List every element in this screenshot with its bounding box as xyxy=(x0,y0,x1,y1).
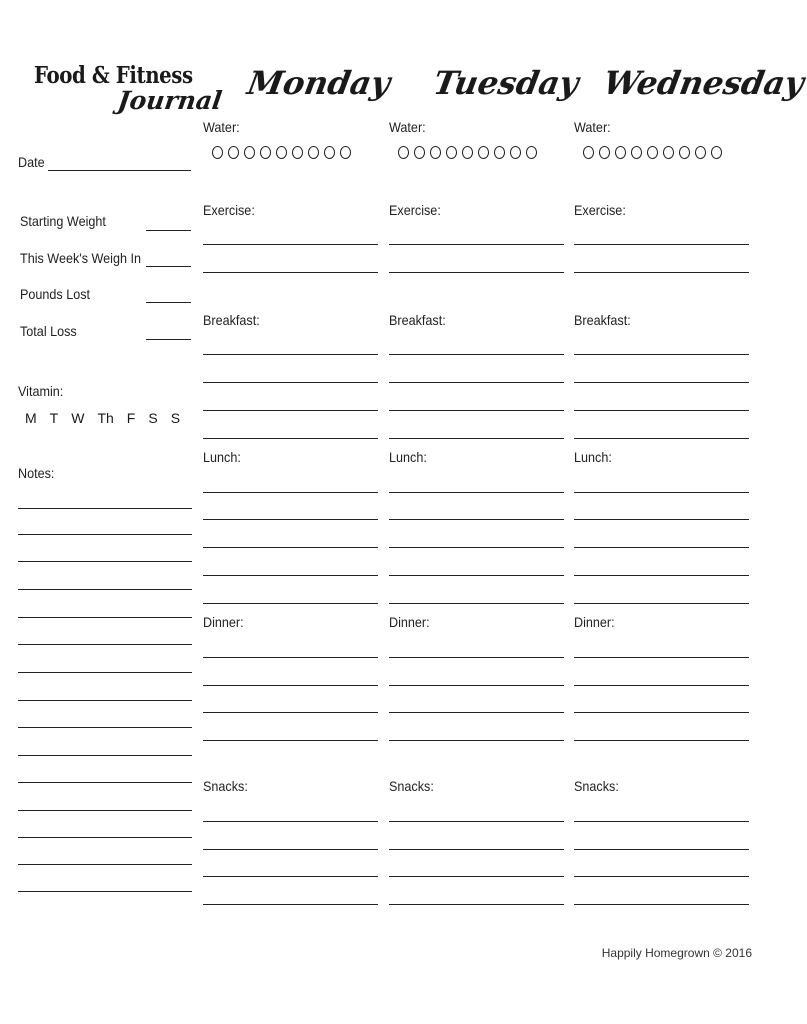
notes-line[interactable] xyxy=(18,864,192,865)
water-label: Water: xyxy=(203,119,240,135)
vitamin-day-wed[interactable]: W xyxy=(71,410,85,426)
vitamin-day-sat[interactable]: S xyxy=(148,410,158,426)
snacks-line[interactable] xyxy=(389,876,564,877)
snacks-line[interactable] xyxy=(203,821,378,822)
date-label: Date xyxy=(18,154,45,170)
breakfast-line[interactable] xyxy=(389,410,564,411)
lunch-line[interactable] xyxy=(389,547,564,548)
notes-line[interactable] xyxy=(18,644,192,645)
lunch-line[interactable] xyxy=(203,603,378,604)
snacks-line[interactable] xyxy=(389,821,564,822)
exercise-line[interactable] xyxy=(389,244,564,245)
dinner-line[interactable] xyxy=(574,740,749,741)
water-circle[interactable] xyxy=(276,146,287,159)
breakfast-line[interactable] xyxy=(574,438,749,439)
water-circle[interactable] xyxy=(228,146,239,159)
water-circle[interactable] xyxy=(599,146,610,159)
breakfast-line[interactable] xyxy=(574,354,749,355)
dinner-label: Dinner: xyxy=(389,614,430,630)
water-circle[interactable] xyxy=(711,146,722,159)
vitamin-day-mon[interactable]: M xyxy=(25,410,37,426)
snacks-line[interactable] xyxy=(574,821,749,822)
water-circle[interactable] xyxy=(583,146,594,159)
breakfast-label: Breakfast: xyxy=(203,312,260,328)
water-circle[interactable] xyxy=(663,146,674,159)
snacks-line[interactable] xyxy=(389,904,564,905)
dinner-line[interactable] xyxy=(574,657,749,658)
water-tracker xyxy=(212,146,351,159)
snacks-label: Snacks: xyxy=(574,778,619,794)
notes-line[interactable] xyxy=(18,810,192,811)
notes-line[interactable] xyxy=(18,727,192,728)
notes-line[interactable] xyxy=(18,700,192,701)
lunch-line[interactable] xyxy=(574,547,749,548)
dinner-line[interactable] xyxy=(389,712,564,713)
notes-line[interactable] xyxy=(18,508,192,509)
dinner-line[interactable] xyxy=(574,712,749,713)
water-label: Water: xyxy=(574,119,611,135)
dinner-line[interactable] xyxy=(203,685,378,686)
water-circle[interactable] xyxy=(526,146,537,159)
water-circle[interactable] xyxy=(647,146,658,159)
lunch-label: Lunch: xyxy=(574,449,612,465)
dinner-line[interactable] xyxy=(203,712,378,713)
water-tracker xyxy=(398,146,537,159)
total-loss-line[interactable] xyxy=(146,339,191,340)
water-circle[interactable] xyxy=(292,146,303,159)
vitamin-day-fri[interactable]: F xyxy=(126,410,136,426)
breakfast-line[interactable] xyxy=(203,354,378,355)
water-circle[interactable] xyxy=(212,146,223,159)
exercise-line[interactable] xyxy=(203,272,378,273)
snacks-line[interactable] xyxy=(203,849,378,850)
total-loss-label: Total Loss xyxy=(20,323,77,339)
water-circle[interactable] xyxy=(308,146,319,159)
water-circle[interactable] xyxy=(462,146,473,159)
snacks-line[interactable] xyxy=(574,876,749,877)
notes-line[interactable] xyxy=(18,534,192,535)
pounds-lost-label: Pounds Lost xyxy=(20,286,91,302)
water-circle[interactable] xyxy=(340,146,351,159)
notes-line[interactable] xyxy=(18,672,192,673)
breakfast-line[interactable] xyxy=(203,410,378,411)
notes-line[interactable] xyxy=(18,561,192,562)
vitamin-day-tue[interactable]: T xyxy=(49,410,59,426)
dinner-label: Dinner: xyxy=(574,614,615,630)
notes-line[interactable] xyxy=(18,782,192,783)
snacks-line[interactable] xyxy=(203,904,378,905)
snacks-line[interactable] xyxy=(203,876,378,877)
breakfast-line[interactable] xyxy=(389,382,564,383)
lunch-line[interactable] xyxy=(574,519,749,520)
notes-line[interactable] xyxy=(18,837,192,838)
water-circle[interactable] xyxy=(679,146,690,159)
day-title-0: Monday xyxy=(244,64,394,102)
snacks-line[interactable] xyxy=(574,904,749,905)
vitamin-days xyxy=(25,410,180,426)
water-circle[interactable] xyxy=(244,146,255,159)
snacks-label: Snacks: xyxy=(203,778,248,794)
water-circle[interactable] xyxy=(494,146,505,159)
lunch-line[interactable] xyxy=(389,492,564,493)
breakfast-label: Breakfast: xyxy=(389,312,446,328)
exercise-label: Exercise: xyxy=(574,202,626,218)
weigh-in-line[interactable] xyxy=(146,266,191,267)
water-circle[interactable] xyxy=(414,146,425,159)
lunch-line[interactable] xyxy=(574,603,749,604)
vitamin-day-sun[interactable]: S xyxy=(170,410,181,426)
dinner-label: Dinner: xyxy=(203,614,244,630)
weigh-in-label: This Week's Weigh In xyxy=(20,250,141,266)
exercise-line[interactable] xyxy=(203,244,378,245)
lunch-line[interactable] xyxy=(389,575,564,576)
snacks-line[interactable] xyxy=(389,849,564,850)
day-title-1: Tuesday xyxy=(430,64,582,102)
notes-line[interactable] xyxy=(18,891,192,892)
lunch-line[interactable] xyxy=(203,547,378,548)
snacks-label: Snacks: xyxy=(389,778,434,794)
date-line[interactable] xyxy=(48,170,191,171)
water-circle[interactable] xyxy=(260,146,271,159)
starting-weight-line[interactable] xyxy=(146,230,191,231)
breakfast-line[interactable] xyxy=(574,410,749,411)
water-circle[interactable] xyxy=(695,146,706,159)
lunch-line[interactable] xyxy=(389,519,564,520)
exercise-line[interactable] xyxy=(574,272,749,273)
footer-copyright: Happily Homegrown © 2016 xyxy=(601,946,752,960)
dinner-line[interactable] xyxy=(574,685,749,686)
notes-label: Notes: xyxy=(18,465,55,481)
breakfast-line[interactable] xyxy=(389,354,564,355)
water-circle[interactable] xyxy=(430,146,441,159)
lunch-label: Lunch: xyxy=(203,449,241,465)
lunch-line[interactable] xyxy=(389,603,564,604)
day-title-2: Wednesday xyxy=(600,64,807,102)
water-tracker xyxy=(583,146,722,159)
breakfast-line[interactable] xyxy=(203,382,378,383)
journal-title: Food & Fitness xyxy=(34,62,193,89)
dinner-line[interactable] xyxy=(389,740,564,741)
pounds-lost-line[interactable] xyxy=(146,302,191,303)
water-circle[interactable] xyxy=(398,146,409,159)
exercise-line[interactable] xyxy=(574,244,749,245)
notes-line[interactable] xyxy=(18,589,192,590)
vitamin-day-thu[interactable]: Th xyxy=(97,410,114,426)
breakfast-line[interactable] xyxy=(574,382,749,383)
dinner-line[interactable] xyxy=(203,740,378,741)
dinner-line[interactable] xyxy=(389,657,564,658)
dinner-line[interactable] xyxy=(389,685,564,686)
water-circle[interactable] xyxy=(631,146,642,159)
breakfast-line[interactable] xyxy=(389,438,564,439)
notes-line[interactable] xyxy=(18,755,192,756)
exercise-label: Exercise: xyxy=(389,202,441,218)
water-circle[interactable] xyxy=(446,146,457,159)
lunch-line[interactable] xyxy=(574,575,749,576)
water-circle[interactable] xyxy=(478,146,489,159)
lunch-line[interactable] xyxy=(574,492,749,493)
exercise-line[interactable] xyxy=(389,272,564,273)
starting-weight-label: Starting Weight xyxy=(20,213,106,229)
water-circle[interactable] xyxy=(510,146,521,159)
journal-subtitle: Journal xyxy=(115,86,224,115)
lunch-line[interactable] xyxy=(203,492,378,493)
breakfast-label: Breakfast: xyxy=(574,312,631,328)
snacks-line[interactable] xyxy=(574,849,749,850)
lunch-line[interactable] xyxy=(203,575,378,576)
dinner-line[interactable] xyxy=(203,657,378,658)
water-circle[interactable] xyxy=(615,146,626,159)
notes-line[interactable] xyxy=(18,617,192,618)
lunch-line[interactable] xyxy=(203,519,378,520)
water-label: Water: xyxy=(389,119,426,135)
lunch-label: Lunch: xyxy=(389,449,427,465)
water-circle[interactable] xyxy=(324,146,335,159)
breakfast-line[interactable] xyxy=(203,438,378,439)
vitamin-label: Vitamin: xyxy=(18,383,64,399)
exercise-label: Exercise: xyxy=(203,202,255,218)
